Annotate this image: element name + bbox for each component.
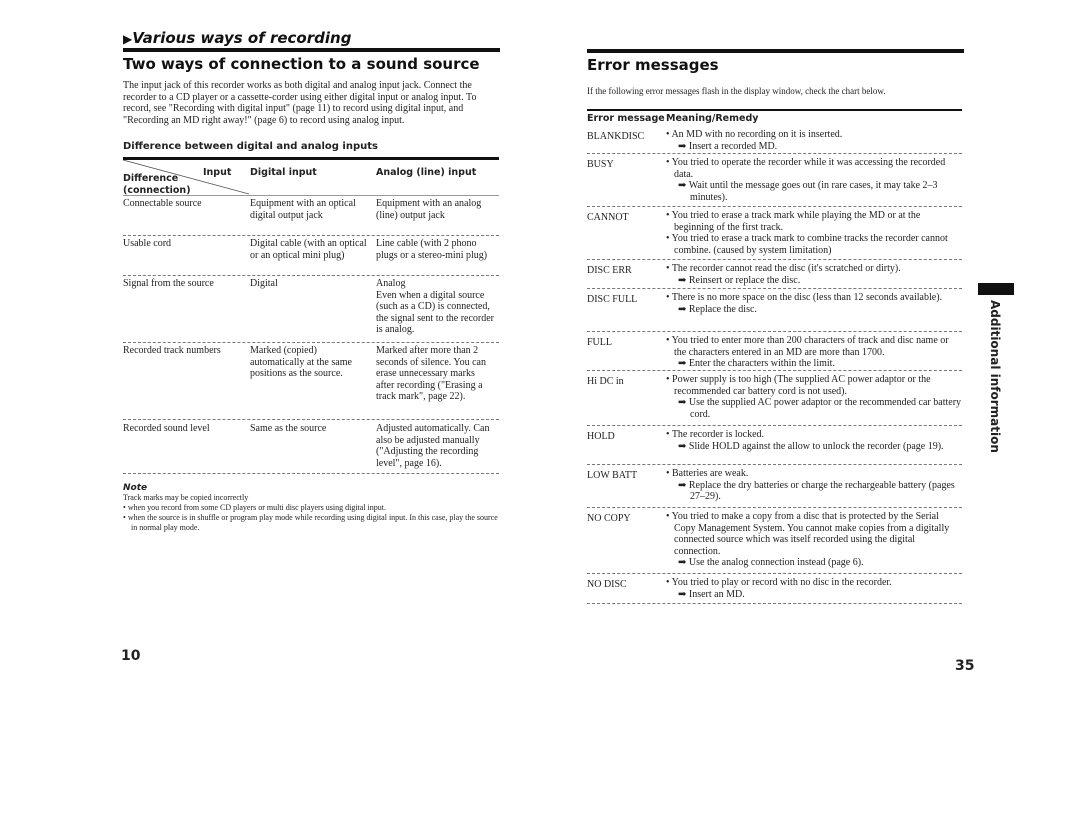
error-description bbox=[666, 577, 962, 600]
side-tab-marker bbox=[978, 283, 1014, 295]
cell-analog: Marked after more than 2 seconds of silence. You can erase unnecessary marks after recording ("Erasing a track mark", page 22). bbox=[376, 345, 486, 402]
row-divider bbox=[587, 370, 962, 371]
cause-line: • You tried to erase a track mark while playing the MD or at the beginning of the first track. bbox=[666, 210, 921, 233]
note-block bbox=[123, 483, 503, 533]
error-description bbox=[666, 335, 962, 370]
note-bullet: • when you record from some CD players or multi disc players using digital input. bbox=[123, 503, 386, 512]
error-code: BUSY bbox=[587, 159, 614, 170]
row-divider bbox=[587, 603, 962, 604]
header-analog: Analog (line) input bbox=[376, 167, 477, 178]
arrow-icon: ➡ bbox=[678, 274, 687, 286]
error-description bbox=[666, 210, 962, 256]
cause-line: • Batteries are weak. bbox=[666, 468, 749, 479]
cell-digital: Same as the source bbox=[250, 423, 327, 434]
corner-label: (connection) bbox=[123, 185, 191, 196]
cause-line: • You tried to enter more than 200 characters of track and disc name or the characters entered in an MD are more than 1700. bbox=[666, 335, 949, 358]
line-text: Replace the disc. bbox=[688, 303, 757, 315]
error-description bbox=[666, 129, 962, 152]
cause-line: • The recorder cannot read the disc (it's scratched or dirty). bbox=[666, 263, 901, 274]
arrow-icon: ➡ bbox=[678, 303, 687, 315]
error-description bbox=[666, 511, 962, 569]
row-divider bbox=[587, 507, 962, 508]
remedy-line bbox=[666, 480, 962, 503]
arrow-icon: ➡ bbox=[678, 588, 687, 600]
line-text: You tried to operate the recorder while it was accessing the recorded data. bbox=[671, 157, 946, 180]
page-title: Error messages bbox=[587, 56, 719, 74]
error-table bbox=[587, 109, 962, 609]
header-error-message: Error message bbox=[587, 113, 665, 124]
note-heading: Note bbox=[123, 483, 148, 493]
corner-header-input: Input bbox=[203, 167, 232, 178]
title-rule bbox=[587, 49, 964, 53]
line-text: Use the supplied AC power adaptor or the recommended car battery cord. bbox=[688, 397, 962, 420]
row-label: Recorded sound level bbox=[123, 423, 210, 434]
remedy-line bbox=[666, 180, 962, 203]
error-code: DISC FULL bbox=[587, 294, 638, 305]
cell-digital: Digital cable (with an optical or an optical mini plug) bbox=[250, 238, 367, 261]
error-code: DISC ERR bbox=[587, 265, 632, 276]
cause-line: • You tried to play or record with no disc in the recorder. bbox=[666, 577, 892, 588]
title-rule bbox=[123, 48, 500, 52]
line-text: Power supply is too high (The supplied AC power adaptor or the recommended car battery cord is not used). bbox=[672, 374, 931, 397]
remedy-line bbox=[666, 358, 962, 370]
error-code: Hi DC in bbox=[587, 376, 624, 387]
error-code: FULL bbox=[587, 337, 612, 348]
cell-analog: Adjusted automatically. Can also be adjusted manually ("Adjusting the recording level", page 16). bbox=[376, 423, 490, 469]
line-text: You tried to enter more than 200 characters of track and disc name or the characters entered in an MD are more than 1700. bbox=[671, 335, 949, 358]
error-code: BLANKDISC bbox=[587, 131, 645, 142]
line-text: The recorder is locked. bbox=[671, 429, 765, 440]
line-text: You tried to erase a track mark to combine tracks the recorder cannot combine. (caused by system limitation) bbox=[671, 233, 948, 256]
remedy-line bbox=[666, 141, 962, 153]
note-bullet: • when the source is in shuffle or program play mode while recording using digital input. In this case, play the source in normal play mode. bbox=[123, 513, 498, 532]
arrow-icon: ➡ bbox=[678, 358, 687, 369]
cell-analog: Analog Even when a digital source (such as a CD) is connected, the signal sent to the recorder is analog. bbox=[376, 278, 495, 335]
page-title: Two ways of connection to a sound source bbox=[123, 55, 480, 73]
arrow-icon: ➡ bbox=[678, 479, 687, 491]
cause-line: • You tried to erase a track mark to combine tracks the recorder cannot combine. (caused by system limitation) bbox=[666, 233, 948, 256]
note-bullet-text: when the source is in shuffle or program play mode while recording using digital input. In this case, play the source in normal play mode. bbox=[127, 513, 498, 532]
page-number-right: 35 bbox=[955, 658, 975, 674]
side-tab-label: Additional information bbox=[988, 300, 1002, 453]
subheading: Difference between digital and analog inputs bbox=[123, 141, 378, 152]
arrow-icon: ➡ bbox=[678, 397, 687, 408]
cause-line: • You tried to operate the recorder while it was accessing the recorded data. bbox=[666, 157, 946, 180]
line-text: Slide HOLD against the allow to unlock the recorder (page 19). bbox=[688, 440, 944, 452]
cause-line: • The recorder is locked. bbox=[666, 429, 765, 440]
row-divider bbox=[587, 573, 962, 574]
cell-digital: Digital bbox=[250, 278, 278, 289]
row-divider bbox=[587, 331, 962, 332]
row-label: Usable cord bbox=[123, 238, 172, 249]
remedy-line bbox=[666, 275, 962, 287]
row-divider bbox=[587, 464, 962, 465]
line-text: The recorder cannot read the disc (it's scratched or dirty). bbox=[671, 263, 901, 274]
row-divider bbox=[587, 153, 962, 154]
line-text: Batteries are weak. bbox=[672, 468, 749, 479]
cause-line: • You tried to make a copy from a disc that is protected by the Serial Copy Management System. You cannot make copies from a digitally connected source which was itself recorded using the digital connection. bbox=[666, 511, 950, 557]
line-text: Wait until the message goes out (in rare cases, it may take 2–3 minutes). bbox=[688, 180, 938, 203]
cell-digital: Marked (copied) automatically at the same positions as the source. bbox=[250, 345, 352, 379]
intro-paragraph: The input jack of this recorder works as both digital and analog input jack. Connect the recorder to a CD player or a cassette-corder using either digital input or analog input. To record, see "Recording with digital input" (page 11) to record using digital input, and "Recording an MD right away!" (page 6) to record using analog input. bbox=[123, 80, 477, 126]
line-text: There is no more space on the disc (less than 12 seconds available). bbox=[671, 292, 943, 303]
corner-label: Difference bbox=[123, 173, 179, 184]
remedy-line bbox=[666, 441, 962, 453]
error-code: HOLD bbox=[587, 431, 615, 442]
line-text: You tried to play or record with no disc in the recorder. bbox=[671, 577, 892, 588]
error-description bbox=[666, 263, 962, 286]
line-text: Reinsert or replace the disc. bbox=[688, 274, 801, 286]
error-description bbox=[666, 429, 962, 452]
error-code: NO DISC bbox=[587, 579, 627, 590]
line-text: Enter the characters within the limit. bbox=[688, 358, 835, 369]
section-header: ▶Various ways of recording bbox=[123, 29, 352, 47]
corner-header-difference bbox=[123, 173, 191, 197]
intro-paragraph: If the following error messages flash in the display window, check the chart below. bbox=[587, 86, 886, 96]
line-text: You tried to erase a track mark while playing the MD or at the beginning of the first track. bbox=[671, 210, 921, 233]
remedy-line bbox=[666, 557, 962, 569]
error-description bbox=[666, 157, 962, 203]
row-divider bbox=[587, 288, 962, 289]
line-text: An MD with no recording on it is inserted. bbox=[671, 129, 843, 140]
page-number-left: 10 bbox=[121, 648, 141, 664]
cause-line: • An MD with no recording on it is inserted. bbox=[666, 129, 843, 140]
row-label: Connectable source bbox=[123, 198, 202, 209]
error-description bbox=[666, 468, 962, 503]
row-label: Signal from the source bbox=[123, 278, 214, 289]
line-text: Insert a recorded MD. bbox=[688, 140, 778, 152]
arrow-icon: ➡ bbox=[678, 180, 687, 191]
error-description bbox=[666, 292, 962, 315]
comparison-table bbox=[123, 157, 499, 477]
remedy-line bbox=[666, 397, 962, 420]
cell-digital: Equipment with an optical digital output jack bbox=[250, 198, 356, 221]
line-text: You tried to make a copy from a disc that is protected by the Serial Copy Management System. You cannot make copies from a digitally connected source which was itself recorded using the digital connection. bbox=[671, 511, 950, 557]
header-digital: Digital input bbox=[250, 167, 317, 178]
row-divider bbox=[587, 259, 962, 260]
cause-line: • There is no more space on the disc (less than 12 seconds available). bbox=[666, 292, 943, 303]
line-text: Insert an MD. bbox=[688, 588, 745, 600]
header-meaning: Meaning/Remedy bbox=[666, 113, 759, 124]
note-intro: Track marks may be copied incorrectly bbox=[123, 493, 249, 502]
cell-analog: Equipment with an analog (line) output jack bbox=[376, 198, 482, 221]
error-code: CANNOT bbox=[587, 212, 629, 223]
cell-analog: Line cable (with 2 phono plugs or a stereo-mini plug) bbox=[376, 238, 488, 261]
cause-line: • Power supply is too high (The supplied AC power adaptor or the recommended car battery cord is not used). bbox=[666, 374, 931, 397]
line-text: Use the analog connection instead (page 6). bbox=[688, 557, 864, 568]
note-bullet-text: when you record from some CD players or multi disc players using digital input. bbox=[127, 503, 386, 512]
error-description bbox=[666, 374, 962, 420]
arrow-icon: ➡ bbox=[678, 557, 687, 568]
row-divider bbox=[587, 425, 962, 426]
line-text: Replace the dry batteries or charge the rechargeable battery (pages 27–29). bbox=[688, 479, 955, 502]
error-code: NO COPY bbox=[587, 513, 631, 524]
remedy-line bbox=[666, 304, 962, 316]
arrow-icon: ➡ bbox=[678, 440, 687, 452]
triangle-icon: ▶ bbox=[123, 32, 133, 46]
row-label: Recorded track numbers bbox=[123, 345, 221, 356]
error-code: LOW BATT bbox=[587, 470, 638, 481]
arrow-icon: ➡ bbox=[678, 140, 687, 152]
row-divider bbox=[587, 206, 962, 207]
remedy-line bbox=[666, 589, 962, 601]
